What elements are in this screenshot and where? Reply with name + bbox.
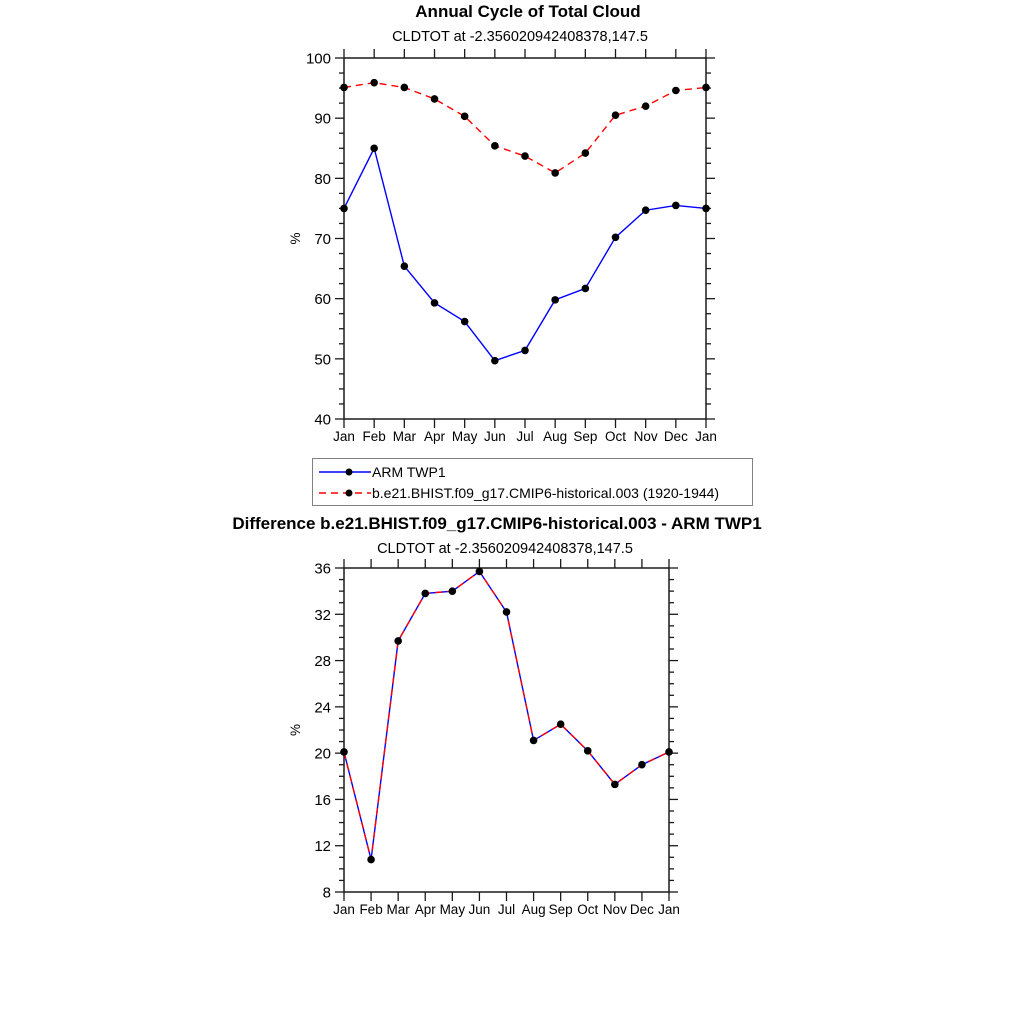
x-tick-label: Aug (521, 902, 546, 917)
x-tick-label: Mar (392, 429, 416, 444)
x-tick-label: Jan (695, 429, 717, 444)
x-tick-label: Apr (423, 429, 446, 444)
x-tick-label: Jan (333, 902, 355, 917)
y-tick-label: 40 (314, 411, 331, 429)
y-tick-label: 70 (314, 231, 331, 248)
x-tick-label: Sep (573, 429, 598, 444)
data-point (582, 149, 590, 157)
annual-cycle-chart (0, 0, 1024, 452)
data-point (642, 206, 650, 214)
data-point (551, 296, 559, 304)
data-point (367, 856, 375, 864)
x-tick-label: Dec (663, 429, 688, 444)
data-point (638, 761, 646, 769)
x-tick-label: Jul (516, 429, 534, 444)
chart2-title: Difference b.e21.BHIST.f09_g17.CMIP6-historical.003 - ARM TWP1 (232, 514, 762, 533)
x-tick-label: Jun (483, 429, 506, 444)
chart2-subtitle: CLDTOT at -2.356020942408378,147.5 (377, 541, 633, 557)
x-tick-label: Feb (362, 429, 386, 444)
data-point (503, 608, 511, 616)
x-tick-label: May (451, 429, 478, 444)
y-axis-label: % (288, 232, 303, 245)
data-point (449, 587, 457, 595)
x-tick-label: Feb (359, 902, 383, 917)
y-tick-label: 20 (314, 745, 331, 763)
x-tick-label: Dec (629, 902, 654, 917)
data-point (612, 111, 620, 119)
y-tick-label: 16 (314, 791, 331, 809)
plot-frame (344, 58, 706, 419)
chart1-subtitle: CLDTOT at -2.356020942408378,147.5 (392, 29, 648, 45)
x-tick-label: Jun (468, 902, 491, 917)
data-point (611, 781, 619, 789)
data-point (665, 748, 673, 756)
data-point (557, 720, 565, 728)
data-point (672, 202, 680, 210)
data-point (521, 347, 529, 355)
legend (312, 458, 753, 506)
data-point (461, 113, 469, 121)
x-tick-label: Mar (386, 902, 410, 917)
data-point (702, 205, 710, 213)
data-point (401, 84, 409, 92)
y-tick-label: 12 (314, 838, 331, 856)
x-tick-label: Jan (658, 902, 680, 917)
x-tick-label: Oct (604, 429, 627, 444)
data-point (491, 357, 499, 365)
data-point (394, 637, 402, 645)
y-tick-label: 36 (314, 560, 331, 578)
y-tick-label: 90 (314, 110, 331, 128)
data-point (370, 144, 378, 152)
x-tick-label: May (439, 902, 466, 917)
data-point (612, 233, 620, 241)
legend-label-arm-twp1: ARM TWP1 (372, 463, 446, 480)
x-tick-label: Jan (333, 429, 355, 444)
x-tick-label: Apr (414, 902, 436, 917)
data-point (461, 318, 469, 326)
x-tick-label: Nov (602, 902, 627, 917)
data-point (642, 102, 650, 110)
y-tick-label: 100 (305, 50, 331, 68)
data-point (584, 747, 592, 755)
data-point (431, 299, 439, 307)
x-tick-label: Oct (577, 902, 599, 917)
data-point (340, 748, 348, 756)
data-point (491, 142, 499, 150)
data-point (340, 205, 348, 213)
red-dashed-line-sample (319, 487, 371, 499)
chart1-title: Annual Cycle of Total Cloud (415, 2, 641, 21)
blue-solid-line-sample (319, 466, 371, 478)
data-point (421, 590, 429, 598)
data-point (401, 262, 409, 270)
data-point (340, 84, 348, 92)
x-tick-label: Nov (633, 429, 658, 444)
x-tick-label: Jul (497, 902, 516, 917)
data-point (521, 152, 529, 160)
y-tick-label: 8 (322, 884, 331, 902)
data-point (530, 737, 538, 745)
y-tick-label: 50 (314, 351, 331, 369)
difference-chart (0, 553, 1024, 933)
data-point (476, 568, 484, 576)
legend-item-model (319, 482, 746, 503)
plot-frame (344, 568, 669, 892)
data-point (431, 95, 439, 103)
y-tick-label: 80 (314, 170, 331, 188)
y-tick-label: 24 (314, 699, 331, 717)
y-axis-label: % (288, 723, 303, 737)
x-tick-label: Sep (548, 902, 573, 917)
legend-label-model: b.e21.BHIST.f09_g17.CMIP6-historical.003 (1920-1944) (372, 484, 720, 501)
series-line-0 (344, 148, 706, 360)
data-point (551, 169, 559, 177)
y-tick-label: 32 (314, 606, 331, 624)
data-point (370, 79, 378, 87)
data-point (672, 87, 680, 95)
y-tick-label: 60 (314, 291, 331, 309)
data-point (582, 285, 590, 293)
y-tick-label: 28 (314, 653, 331, 671)
data-point (702, 84, 710, 92)
legend-item-arm-twp1 (319, 461, 746, 482)
x-tick-label: Aug (543, 429, 568, 444)
